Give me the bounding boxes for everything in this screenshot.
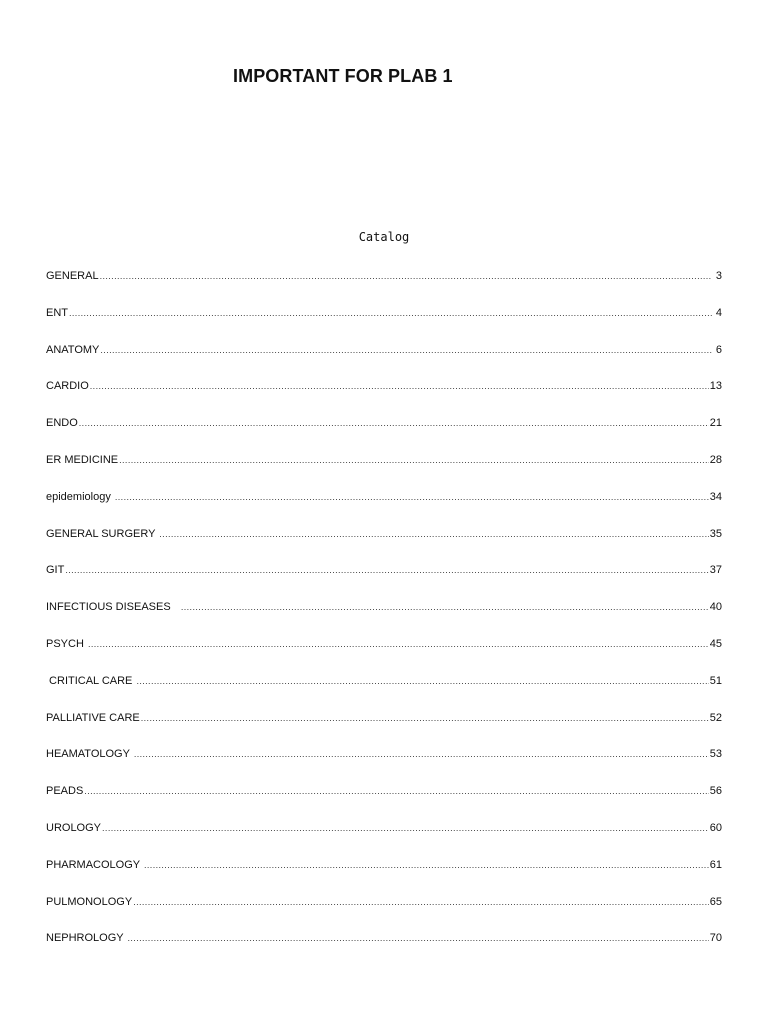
toc-entry-label: PSYCH (46, 637, 87, 650)
toc-entry-label: UROLOGY (46, 821, 102, 834)
toc-entry-page: 3 (712, 270, 722, 282)
toc-entry[interactable] (46, 340, 722, 377)
toc-entry-page: 56 (709, 785, 722, 798)
toc-entry-label: CARDIO (46, 380, 89, 393)
toc-entry[interactable] (46, 781, 722, 818)
toc-entry-page: 45 (709, 637, 722, 650)
toc-entry-page: 70 (709, 932, 722, 945)
toc-entry-page: 35 (709, 527, 722, 540)
toc-entry-page: 61 (709, 858, 722, 871)
toc-entry[interactable] (46, 560, 722, 597)
toc-entry[interactable] (46, 744, 722, 781)
toc-entry[interactable] (46, 855, 722, 892)
toc-dot-leader (144, 855, 709, 875)
toc-entry-label: epidemiology (46, 490, 114, 503)
toc-entry[interactable] (46, 634, 722, 671)
toc-entry[interactable] (46, 450, 722, 487)
toc-entry-page: 13 (709, 380, 722, 393)
toc-dot-leader (100, 340, 711, 360)
toc-entry-label: PHARMACOLOGY (46, 858, 143, 871)
toc-dot-leader (69, 303, 712, 323)
toc-dot-leader (102, 818, 709, 838)
toc-entry-page: 6 (712, 343, 722, 356)
toc-entry-page: 40 (709, 601, 722, 614)
toc-dot-leader (119, 450, 709, 470)
toc-dot-leader (84, 781, 708, 801)
table-of-contents (46, 266, 722, 965)
toc-entry-label: PALLIATIVE CARE (46, 711, 140, 724)
toc-dot-leader (134, 744, 709, 764)
toc-entry-page: 65 (709, 895, 722, 908)
toc-entry-label: ENDO (46, 417, 78, 430)
toc-dot-leader (159, 524, 708, 544)
toc-entry-page: 4 (712, 306, 722, 319)
toc-entry[interactable] (46, 818, 722, 855)
toc-dot-leader (65, 560, 708, 580)
toc-entry[interactable] (46, 671, 722, 708)
toc-entry-label: GENERAL (46, 270, 99, 282)
toc-entry[interactable] (46, 266, 722, 303)
toc-dot-leader (88, 634, 709, 654)
toc-entry[interactable] (46, 413, 722, 450)
toc-dot-leader (136, 671, 708, 691)
toc-entry-page: 51 (709, 674, 722, 687)
toc-entry[interactable] (46, 892, 722, 929)
toc-entry[interactable] (46, 708, 722, 745)
toc-dot-leader (79, 413, 709, 433)
toc-entry[interactable] (46, 376, 722, 413)
toc-entry[interactable] (46, 928, 722, 965)
toc-entry-page: 53 (709, 748, 722, 761)
toc-entry-label: INFECTIOUS DISEASES (46, 601, 180, 614)
toc-entry-label: ANATOMY (46, 343, 100, 356)
toc-dot-leader (141, 708, 709, 728)
toc-entry-page: 52 (709, 711, 722, 724)
toc-entry-page: 21 (709, 417, 722, 430)
toc-dot-leader (100, 266, 712, 286)
toc-dot-leader (90, 376, 709, 396)
toc-entry-label: PULMONOLOGY (46, 895, 133, 908)
toc-dot-leader (115, 487, 709, 507)
toc-entry-label: GENERAL SURGERY (46, 527, 159, 540)
toc-dot-leader (181, 597, 709, 617)
toc-entry-page: 37 (709, 564, 722, 577)
toc-entry-label: HEAMATOLOGY (46, 748, 133, 761)
catalog-heading: Catalog (358, 230, 410, 244)
toc-dot-leader (128, 928, 709, 948)
toc-entry-page: 28 (709, 453, 722, 466)
toc-entry-label: ENT (46, 306, 68, 319)
toc-entry-label: NEPHROLOGY (46, 932, 127, 945)
toc-entry[interactable] (46, 524, 722, 561)
toc-entry-label: GIT (46, 564, 65, 577)
toc-entry-page: 60 (709, 821, 722, 834)
toc-entry-label: PEADS (46, 785, 84, 798)
toc-entry[interactable] (46, 597, 722, 634)
toc-dot-leader (133, 892, 709, 912)
toc-entry-label: ER MEDICINE (46, 453, 119, 466)
page-title: IMPORTANT FOR PLAB 1 (233, 66, 453, 86)
toc-entry[interactable] (46, 487, 722, 524)
toc-entry-page: 34 (709, 490, 722, 503)
toc-entry-label: CRITICAL CARE (46, 674, 136, 687)
toc-entry[interactable] (46, 303, 722, 340)
